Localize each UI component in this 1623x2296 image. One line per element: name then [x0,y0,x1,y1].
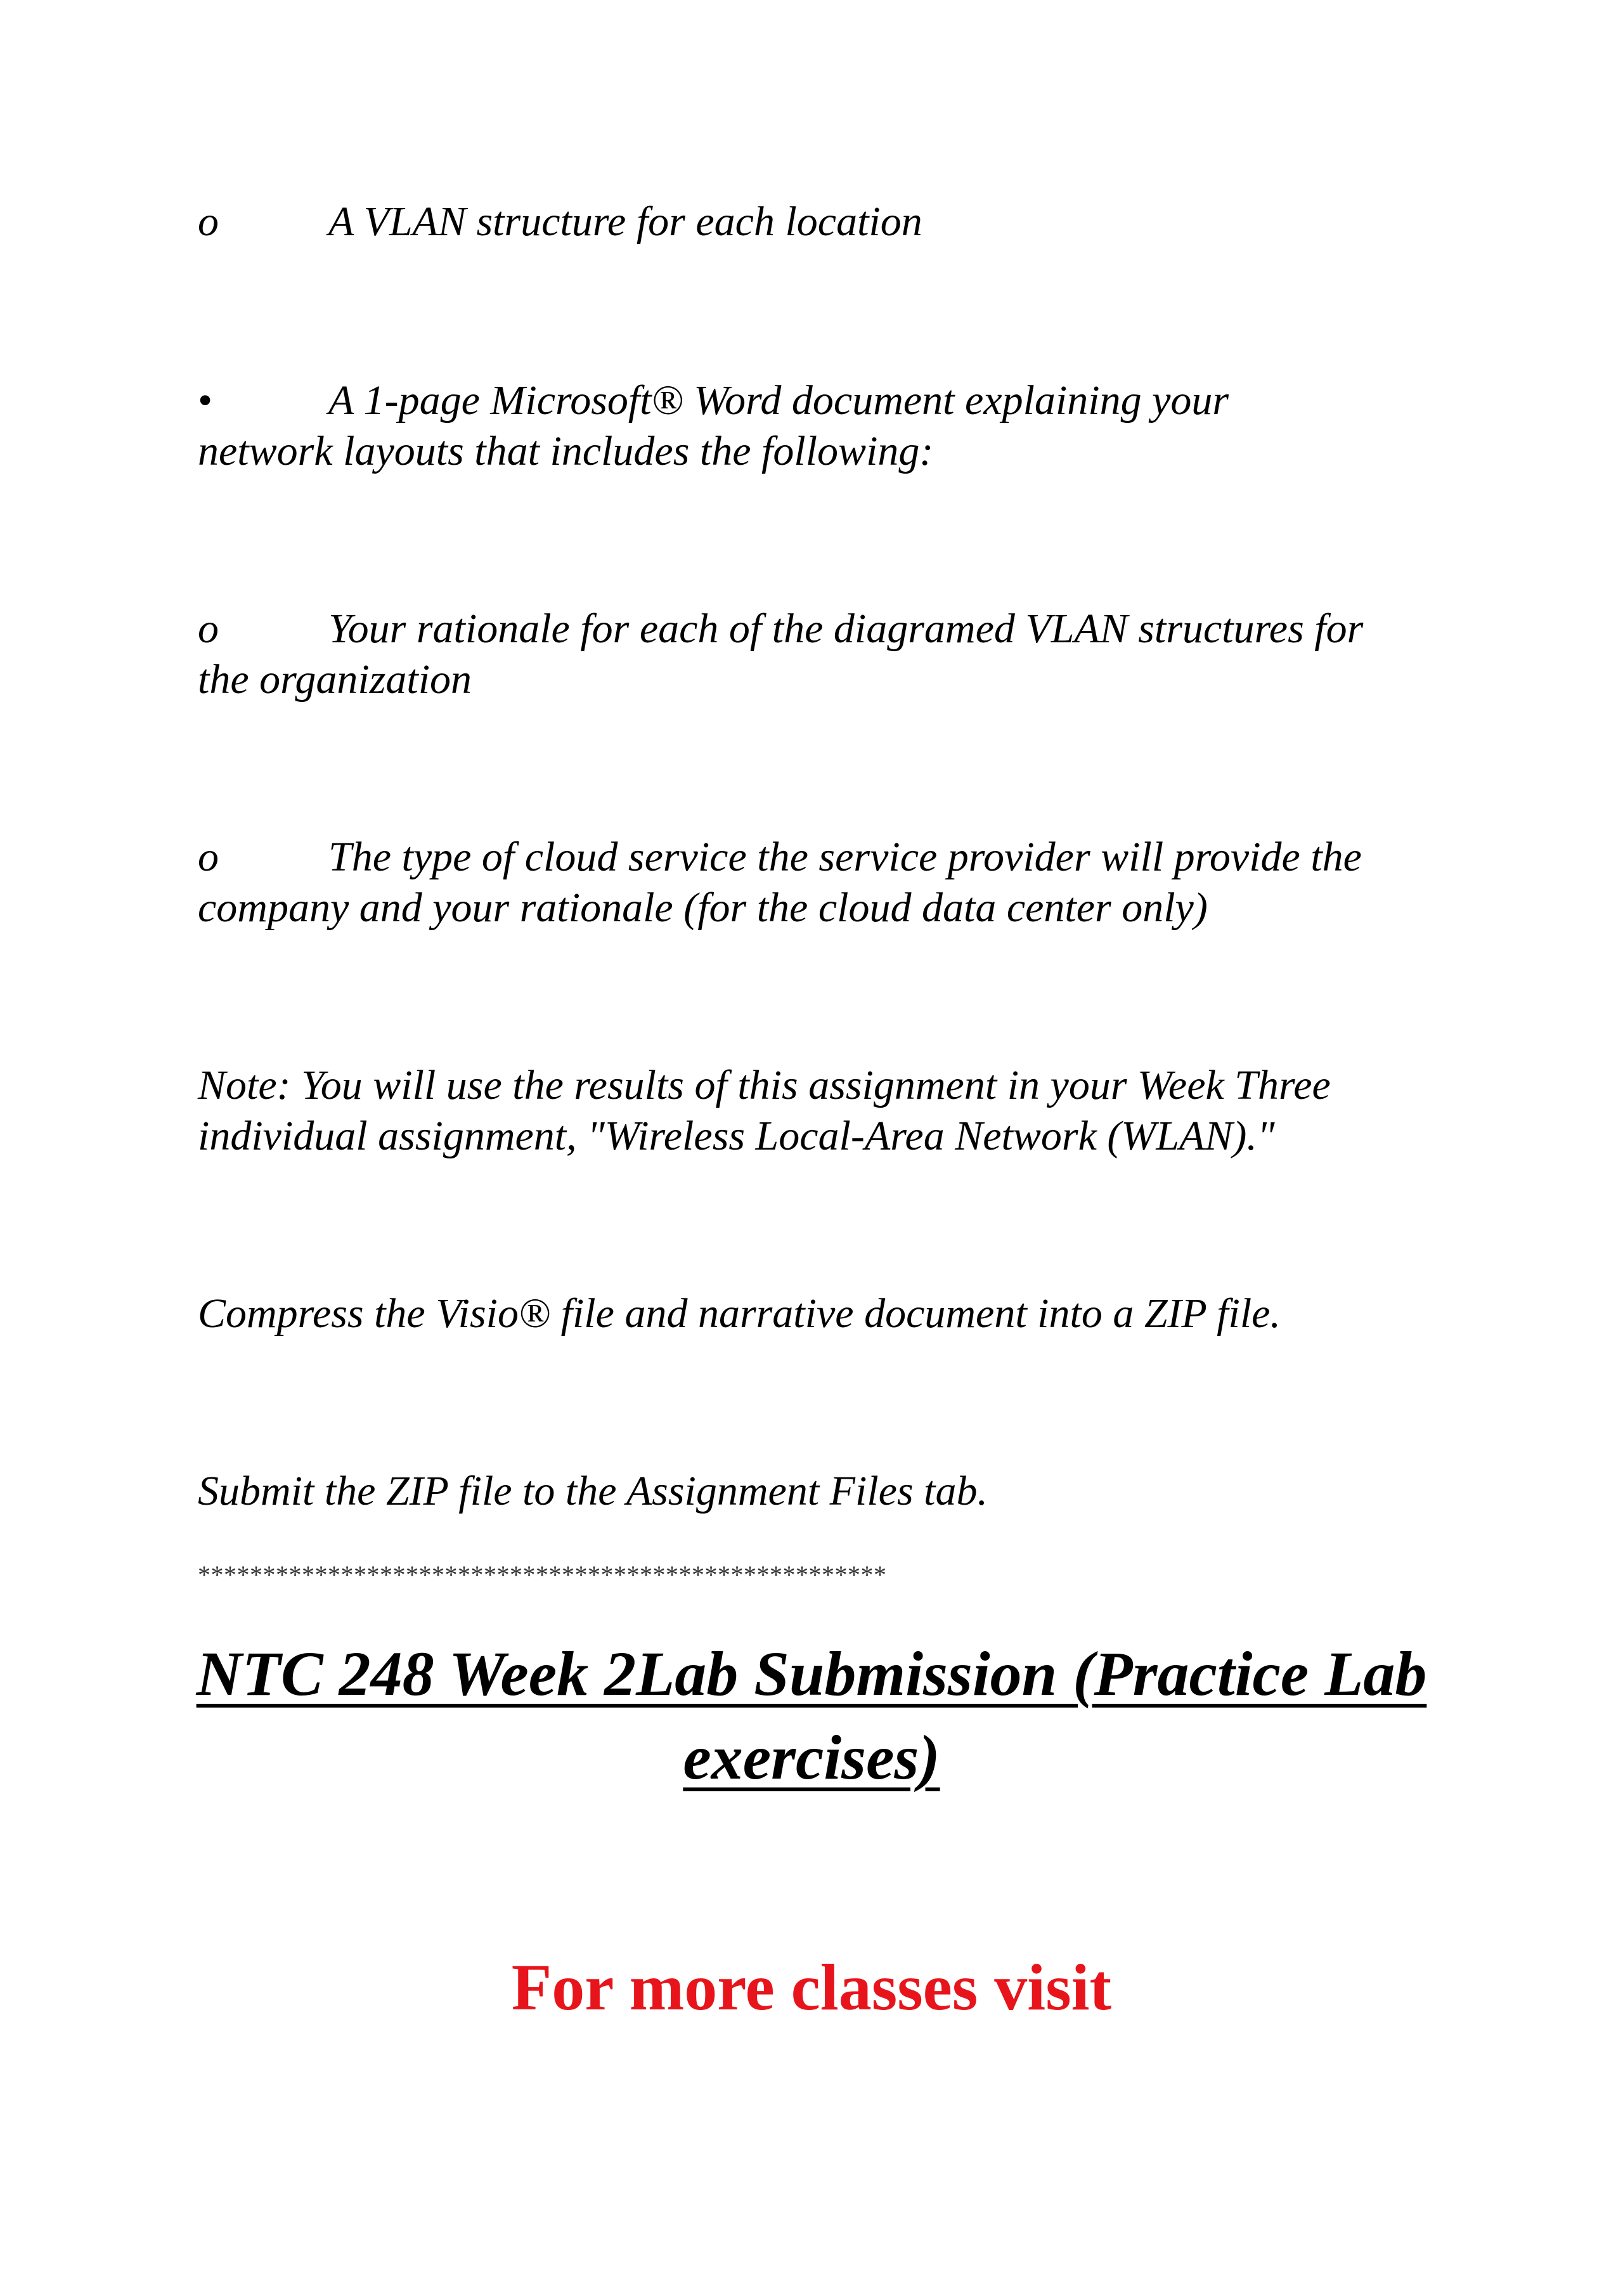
list-item-text: network layouts that includes the following: [198,428,934,474]
list-item-vlan-structure [198,197,1453,247]
section-heading [165,1632,1458,1716]
list-item-rationale [198,604,1453,654]
list-item-text: the organization [198,656,472,703]
note-text: Note: You will use the results of this assignment in your Week Three [198,1062,1331,1108]
list-item-continuation [198,883,1453,933]
submit-text: Submit the ZIP file to the Assignment Files tab. [198,1468,988,1514]
list-item-cloud-service [198,832,1453,883]
bullet-marker: • [198,377,213,424]
note-paragraph-continuation [198,1111,1453,1162]
list-item-text: A 1-page Microsoft® Word document explaining your [328,377,1229,424]
compress-paragraph [198,1288,1453,1339]
sub-bullet-marker: o [198,834,219,880]
list-item-continuation [198,426,1453,477]
sub-bullet-marker: o [198,606,219,652]
submit-paragraph [198,1466,1453,1517]
heading-line-1: NTC 248 Week 2Lab Submission (Practice Lab [196,1638,1427,1709]
list-item-word-document [198,375,1453,426]
list-item-text: A VLAN structure for each location [328,198,922,245]
sub-bullet-marker: o [198,198,219,245]
section-heading-continuation [165,1716,1458,1800]
note-paragraph [198,1060,1453,1111]
heading-line-2: exercises) [683,1722,940,1793]
list-item-text: Your rationale for each of the diagramed VLAN structures for [328,606,1364,652]
note-text: individual assignment, "Wireless Local-Area Network (WLAN)." [198,1113,1275,1159]
separator-line: ***************************************************** [198,1560,887,1589]
promo-text: For more classes visit [511,1951,1112,2024]
list-item-continuation [198,654,1453,705]
compress-text: Compress the Visio® file and narrative document into a ZIP file. [198,1290,1281,1337]
list-item-text: company and your rationale (for the cloud data center only) [198,885,1208,931]
list-item-text: The type of cloud service the service provider will provide the [328,834,1362,880]
